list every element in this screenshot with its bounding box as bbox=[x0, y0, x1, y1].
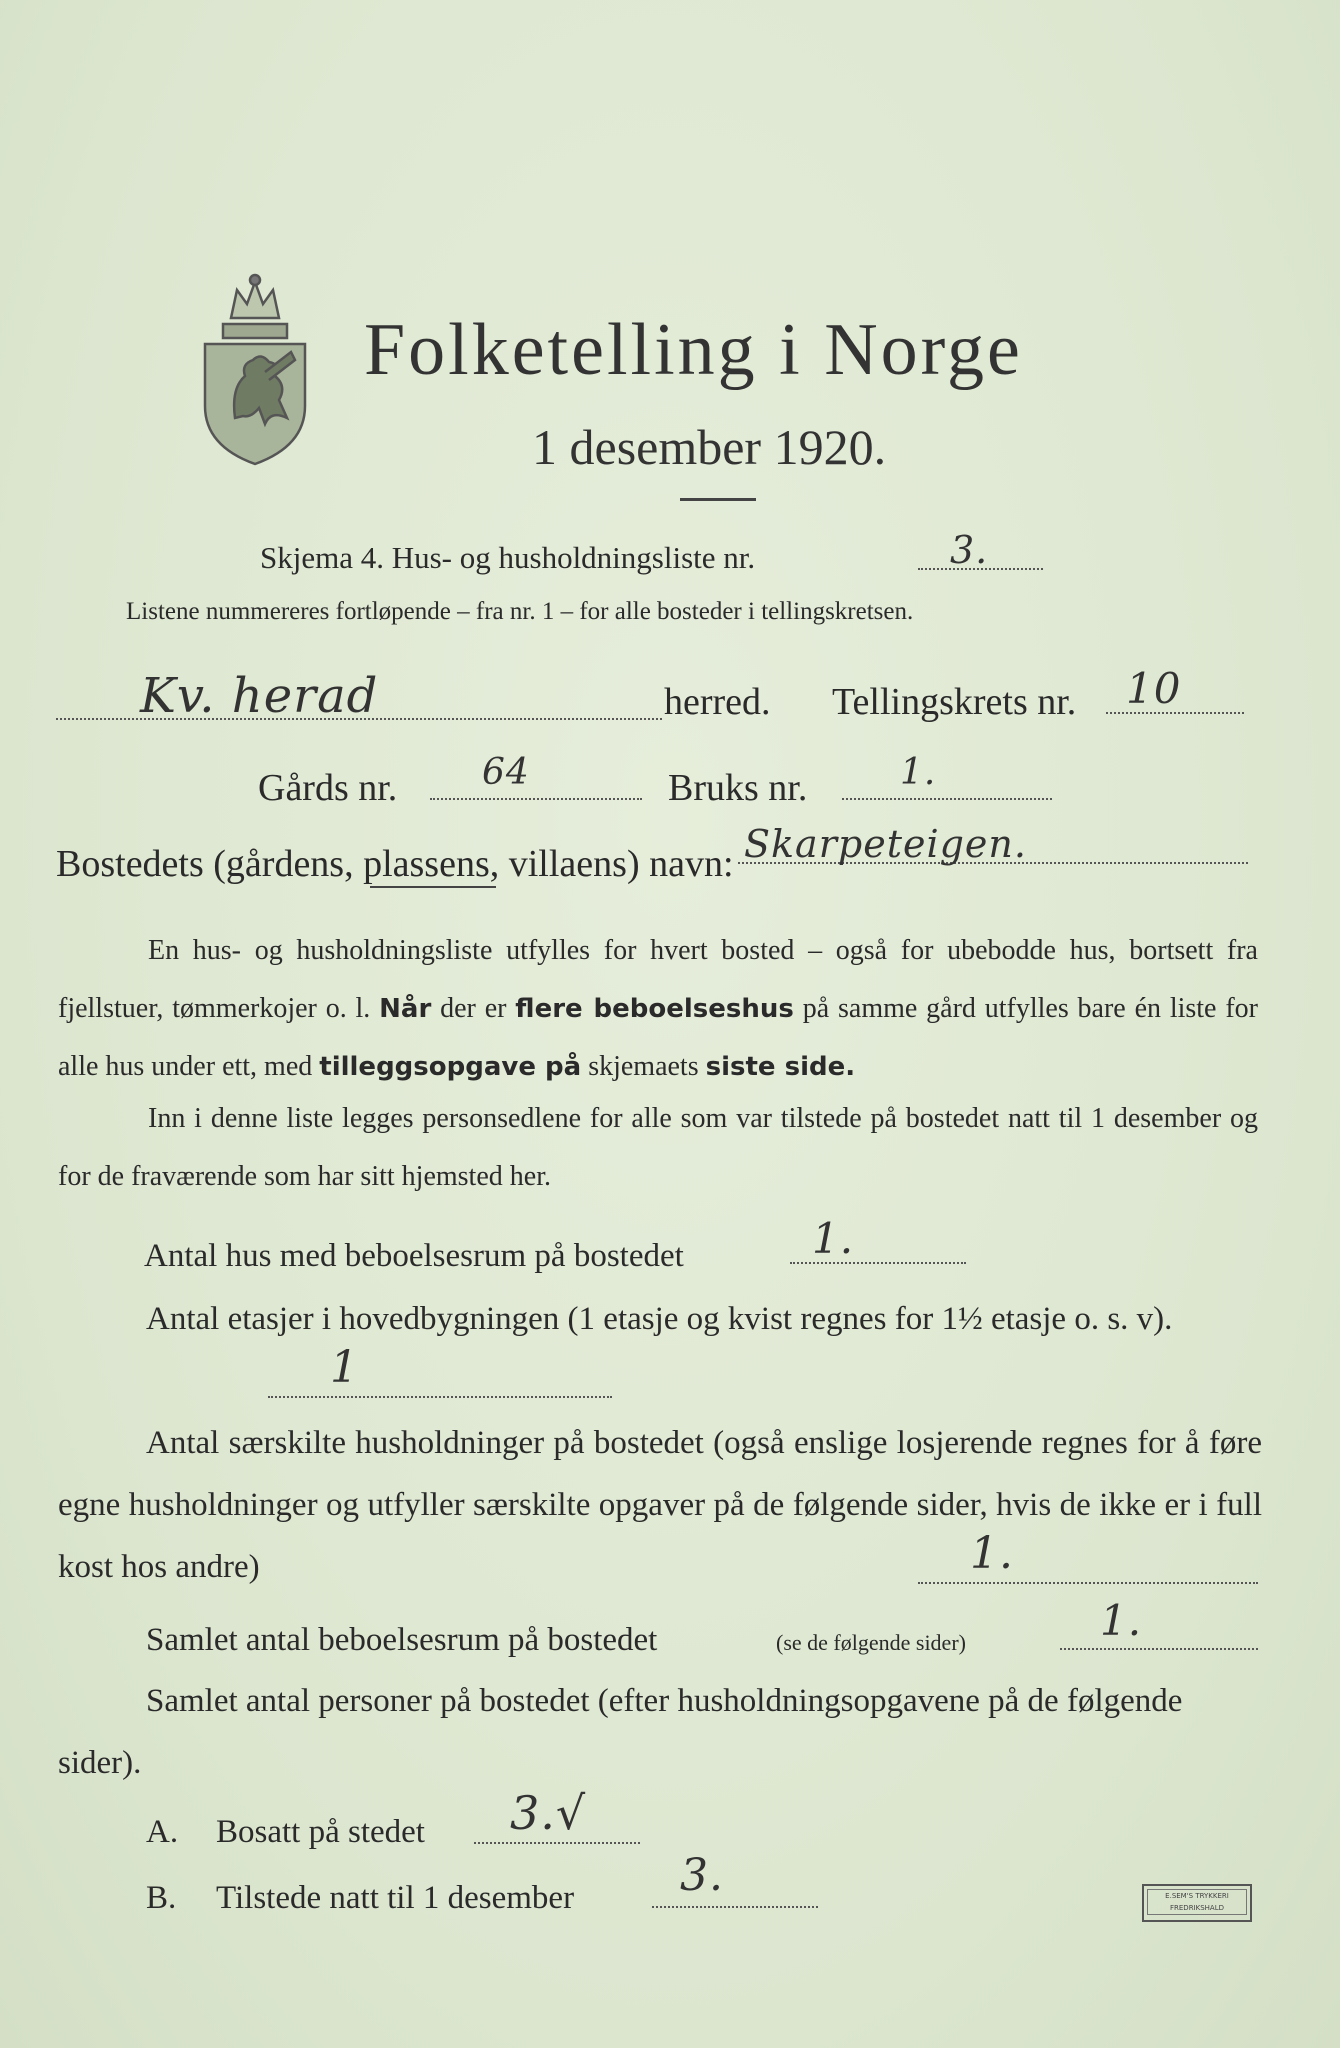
instruction-text-c: der er bbox=[431, 993, 516, 1024]
bosatt-line bbox=[474, 1842, 640, 1844]
hus-field[interactable]: 1. bbox=[812, 1214, 855, 1263]
instruction-text-d: på samme gård utfylles bare én liste for alle hus under ett, med bbox=[58, 993, 1258, 1082]
gards-label: Gårds nr. bbox=[258, 767, 398, 809]
husholdninger-field[interactable]: 1. bbox=[970, 1528, 1014, 1579]
instruction-bold-siste: siste side. bbox=[705, 1052, 856, 1082]
beboelsesrum-line bbox=[1060, 1648, 1258, 1650]
gards-line bbox=[430, 798, 642, 800]
plassens-underline bbox=[370, 886, 496, 888]
bruks-line bbox=[842, 798, 1052, 800]
husholdninger-label: Antal særskilte husholdninger på bostedet (også enslige losjerende regnes for å føre egne husholdninger og utfyller særskilte opgaver på de følgende sider, hvis de ikke er i full kost hos andre) bbox=[58, 1425, 1262, 1585]
tilstede-letter: B. bbox=[146, 1880, 177, 1916]
instruction-bold-flere: flere beboelseshus bbox=[515, 994, 794, 1024]
instruction-paragraph-2: Inn i denne liste legges personsedlene for alle som var tilstede på bostedet natt til 1 desember og for de fraværende som har sitt hjemsted her. bbox=[58, 1103, 1258, 1192]
etasjer-field[interactable]: 1 bbox=[330, 1342, 359, 1393]
bosatt-field[interactable]: 3.√ bbox=[510, 1786, 587, 1840]
norwegian-lion-coat-of-arms-icon bbox=[195, 268, 315, 468]
husholdninger-line bbox=[918, 1582, 1258, 1584]
hus-label: Antal hus med beboelsesrum på bostedet bbox=[144, 1238, 684, 1274]
bosted-field[interactable]: Skarpeteigen. bbox=[744, 822, 1027, 866]
schema-label: Skjema 4. Hus- og husholdningsliste nr. bbox=[260, 540, 756, 575]
bruks-label: Bruks nr. bbox=[668, 767, 808, 809]
schema-number-field[interactable]: 3. bbox=[950, 528, 989, 572]
instruction-text-a: En hus- og husholdningsliste utfylles for hvert bosted – også for ubebodde hus, bortsett fra fjellstuer, tømmerkojer o. l. bbox=[58, 935, 1258, 1024]
stamp-line-2: FREDRIKSHALD bbox=[1169, 1904, 1224, 1912]
beboelsesrum-note: (se de følgende sider) bbox=[776, 1630, 966, 1655]
form-title: Folketelling i Norge bbox=[364, 309, 1023, 391]
numbering-instruction: Listene nummereres fortløpende – fra nr. 1 – for alle bosteder i tellingskretsen. bbox=[126, 598, 914, 625]
tellingskrets-label: Tellingskrets nr. bbox=[832, 681, 1077, 723]
beboelsesrum-field[interactable]: 1. bbox=[1100, 1596, 1143, 1645]
etasjer-line bbox=[268, 1396, 612, 1398]
etasjer-label: Antal etasjer i hovedbygningen (1 etasje og kvist regnes for 1½ etasje o. s. v). bbox=[146, 1301, 1173, 1337]
instruction-text-e: skjemaets bbox=[581, 1051, 706, 1082]
bruks-field[interactable]: 1. bbox=[900, 752, 937, 793]
tilstede-field[interactable]: 3. bbox=[680, 1850, 724, 1901]
bosatt-letter: A. bbox=[146, 1814, 179, 1850]
tilstede-label: Tilstede natt til 1 desember bbox=[216, 1880, 575, 1916]
beboelsesrum-label: Samlet antal beboelsesrum på bostedet bbox=[146, 1622, 658, 1658]
census-date: 1 desember 1920. bbox=[532, 419, 887, 475]
instruction-paragraph-1 bbox=[58, 922, 1258, 1096]
bosted-label: Bostedets (gårdens, plassens, villaens) navn: bbox=[56, 843, 734, 885]
personer-label: Samlet antal personer på bostedet (efter husholdningsopgavene på de følgende sider). bbox=[58, 1683, 1183, 1781]
bosatt-label: Bosatt på stedet bbox=[216, 1814, 425, 1850]
instruction-bold-naar: Når bbox=[379, 994, 432, 1024]
tellingskrets-field[interactable]: 10 bbox=[1126, 664, 1182, 713]
herred-label: herred. bbox=[664, 681, 771, 723]
printer-stamp bbox=[1142, 1884, 1252, 1922]
gards-field[interactable]: 64 bbox=[482, 752, 530, 793]
herred-field[interactable]: Kv. herad bbox=[140, 668, 379, 724]
instruction-bold-tillegg: tilleggsopgave på bbox=[319, 1052, 582, 1082]
title-divider bbox=[680, 498, 756, 501]
stamp-line-1: E.SEM'S TRYKKERI bbox=[1165, 1892, 1229, 1900]
tilstede-line bbox=[652, 1906, 818, 1908]
